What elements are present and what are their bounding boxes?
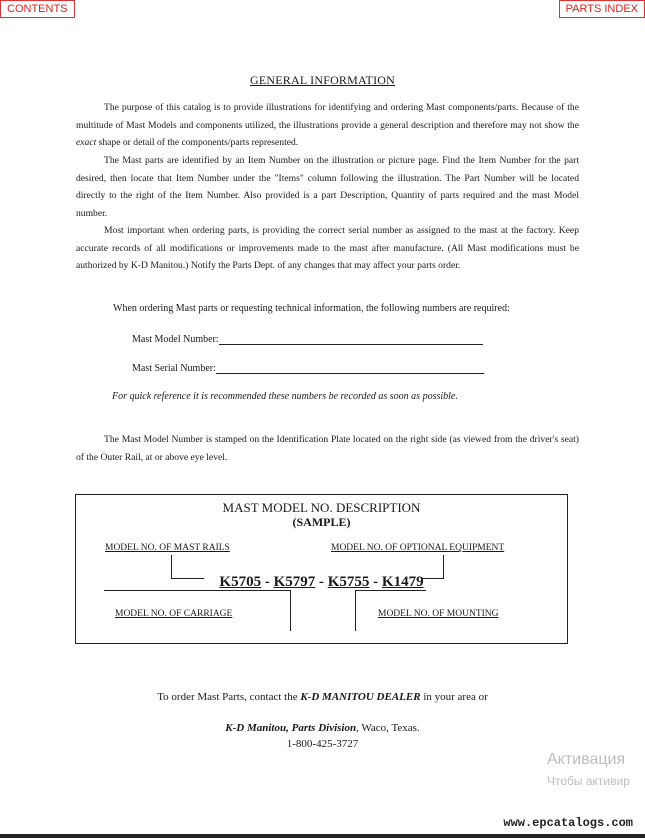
mast-model-number-row <box>132 333 483 345</box>
mast-model-number-line <box>219 333 483 345</box>
mast-model-number-label: Mast Model Number: <box>132 334 219 345</box>
intro-paragraph <box>76 99 579 152</box>
identification-plate-paragraph <box>76 431 579 466</box>
code-carriage: K5797 <box>273 574 316 590</box>
mast-serial-number-label: Mast Serial Number: <box>132 363 216 374</box>
intro-text-b: shape or detail of the components/parts represented. <box>96 137 299 149</box>
bottom-bar <box>0 834 645 838</box>
contents-button[interactable]: CONTENTS <box>0 0 75 18</box>
diagram-subtitle: (SAMPLE) <box>292 515 351 529</box>
company-name: K-D Manitou, Parts Division <box>225 722 357 734</box>
site-url: www.epcatalogs.com <box>503 816 633 830</box>
label-optional-equipment: MODEL NO. OF OPTIONAL EQUIPMENT <box>331 543 505 553</box>
order-text-b: in your area or <box>420 691 488 703</box>
sample-model-number <box>76 574 567 591</box>
label-mounting: MODEL NO. OF MOUNTING <box>378 609 499 619</box>
code-mounting: K5755 <box>327 574 370 590</box>
label-mast-rails: MODEL NO. OF MAST RAILS <box>105 543 230 553</box>
activation-title: Активация <box>547 751 626 768</box>
page-title: GENERAL INFORMATION <box>249 73 396 87</box>
company-location: , Waco, Texas. <box>356 722 420 734</box>
order-contact-line <box>0 691 645 703</box>
diagram-title: MAST MODEL NO. DESCRIPTION <box>222 500 421 515</box>
item-number-text: The Mast parts are identified by an Item Number on the illustration or picture page. Find the Item Number for the part desired, then locate that Item Number under the "Items" column following the illustration. The Part Number will be located directly to the right of the Item Number. Also provided is a part Description, Quantity of parts required and the mast Model number. <box>76 155 579 219</box>
code-separator: - <box>315 574 328 590</box>
identification-plate-text: The Mast Model Number is stamped on the Identification Plate located on the right side (as viewed from the driver's seat) of the Outer Rail, at or above eye level. <box>76 434 579 463</box>
mast-serial-number-line <box>216 362 484 374</box>
code-mast-rails: K5705 <box>219 574 262 590</box>
ordering-instructions: When ordering Mast parts or requesting technical information, the following numbers are required: <box>113 303 510 314</box>
connector-mounting <box>355 590 426 631</box>
activation-subtitle: Чтобы активир <box>547 774 630 788</box>
company-address <box>0 722 645 734</box>
code-separator: - <box>369 574 382 590</box>
dealer-name: K-D MANITOU DEALER <box>300 691 421 703</box>
connector-carriage <box>104 590 291 631</box>
item-number-paragraph <box>76 152 579 222</box>
serial-number-paragraph <box>76 222 579 275</box>
model-description-diagram <box>75 494 568 644</box>
parts-index-button[interactable]: PARTS INDEX <box>559 0 645 18</box>
order-text-a: To order Mast Parts, contact the <box>157 691 301 703</box>
serial-number-text: Most important when ordering parts, is providing the correct serial number as assigned to the mast at the factory. Keep accurate records of all modifications or improvements made to the mast after manufacture. (All Mast modifications must be authorized by K-D Manitou.) Notify the Parts Dept. of any changes that may affect your parts order. <box>76 225 579 272</box>
mast-serial-number-row <box>132 362 484 374</box>
intro-emphasis: exact <box>76 137 97 149</box>
intro-text-a: The purpose of this catalog is to provide illustrations for identifying and ordering Mast components/parts. Because of the multitude of Mast Models and components utilized, the illustrations provide a general description and therefore may not show the <box>76 102 579 131</box>
code-separator: - <box>261 574 274 590</box>
phone-number: 1-800-425-3727 <box>286 738 359 750</box>
label-carriage: MODEL NO. OF CARRIAGE <box>115 609 233 619</box>
code-optional-equipment: K1479 <box>381 574 424 590</box>
quick-reference-note: For quick reference it is recommended these numbers be recorded as soon as possible. <box>112 391 458 402</box>
